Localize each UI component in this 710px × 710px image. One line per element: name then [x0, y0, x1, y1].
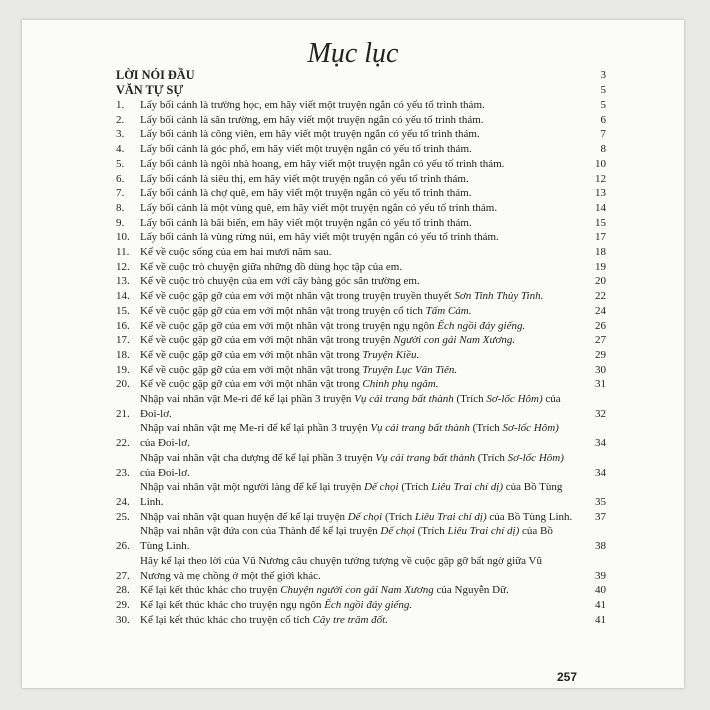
entry-work-title: Dế chọi: [347, 510, 383, 523]
entry-work-title: Người con gái Nam Xương.: [393, 334, 516, 347]
entry-text: Kể về cuộc gặp gỡ của em với một nhân vật trong truyện: [140, 334, 391, 347]
entry-title: [140, 172, 582, 187]
entry-title: [140, 480, 582, 509]
entry-page: 27: [595, 334, 606, 347]
entry-work-title: Sơn Tinh Thủy Tinh.: [454, 290, 544, 303]
entry-text: Lấy bối cảnh là siêu thị, em hãy viết một truyện ngắn có yếu tố trinh thám.: [140, 172, 469, 185]
entry-number: 19.: [116, 363, 130, 376]
toc-entry: [116, 524, 606, 553]
toc-entry: [116, 274, 606, 289]
entry-number: 22.: [116, 437, 130, 450]
toc-entry: [116, 98, 606, 113]
entry-text: của Bồ Tùng Linh.: [140, 525, 553, 553]
entry-text: Kể về cuộc gặp gỡ của em với một nhân vật trong: [140, 378, 360, 391]
toc-entry: [116, 377, 606, 392]
entry-number: 8.: [116, 201, 125, 214]
entry-text: Kể về cuộc gặp gỡ của em với một nhân vật trong: [140, 348, 360, 361]
entry-page: 18: [595, 246, 606, 259]
entry-title: [140, 260, 582, 275]
entry-text: Nhập vai nhân vật Me-ri để kể lại phần 3 truyện: [140, 393, 352, 406]
entry-text: (Trích: [472, 422, 500, 435]
entry-text: Lấy bối cảnh là công viên, em hãy viết một truyện ngắn có yếu tố trinh thám.: [140, 128, 480, 141]
entry-title: [140, 333, 582, 348]
page-title: Mục lục: [307, 38, 399, 69]
entry-page: 34: [595, 437, 606, 450]
entry-text: (Trích: [401, 481, 429, 494]
entry-title: [140, 245, 582, 260]
entry-number: 17.: [116, 334, 130, 347]
entry-title: [140, 304, 582, 319]
entry-work-title: Truyện Kiều.: [362, 348, 420, 361]
entry-title: [140, 274, 582, 289]
entry-text: Nhập vai nhân vật cha dượng để kể lại phần 3 truyện: [140, 451, 373, 464]
entry-text: (Trích: [477, 451, 505, 464]
entry-page: 41: [595, 598, 606, 611]
entry-text: Nhập vai nhân vật quan huyện để kể lại truyện: [140, 510, 345, 523]
toc-entry: [116, 245, 606, 260]
section-page: 3: [600, 69, 606, 81]
entry-text: Lấy bối cảnh là ngôi nhà hoang, em hãy viết một truyện ngắn có yếu tố trinh thám.: [140, 157, 505, 170]
entry-title: [140, 451, 582, 480]
entry-page: 20: [595, 275, 606, 288]
entry-work-title: Chuyện người con gái Nam Xương: [280, 584, 434, 597]
entry-text: Lấy bối cảnh là vùng rừng núi, em hãy viết một truyện ngắn có yếu tố trinh thám.: [140, 231, 499, 244]
entry-title: [140, 230, 582, 245]
entry-text: Lấy bối cảnh là bãi biển, em hãy viết một truyện ngắn có yếu tố trinh thám.: [140, 216, 472, 229]
entry-work-title: Ếch ngồi đáy giếng.: [324, 598, 413, 611]
toc-entry: [116, 142, 606, 157]
entry-number: 15.: [116, 304, 130, 317]
entry-number: 24.: [116, 495, 130, 508]
entry-number: 21.: [116, 407, 130, 420]
entry-work-title: Vụ cải trang bất thành: [370, 422, 470, 435]
entry-page: 35: [595, 495, 606, 508]
entry-number: 18.: [116, 348, 130, 361]
entry-number: 3.: [116, 128, 125, 141]
toc-section-narrative: [116, 83, 606, 98]
entry-page: 29: [595, 348, 606, 361]
entry-text: Lấy bối cảnh là góc phố, em hãy viết một truyện ngắn có yếu tố trinh thám.: [140, 143, 472, 156]
entry-title: [140, 598, 582, 613]
entry-title: [140, 98, 582, 113]
entry-work-title: Cây tre trăm đốt.: [312, 613, 388, 626]
entry-title: [140, 392, 582, 421]
toc-entry: [116, 304, 606, 319]
entry-text: của Nguyễn Dữ.: [436, 584, 509, 597]
toc-entry: [116, 201, 606, 216]
entry-page: 15: [595, 216, 606, 229]
toc-entry: [116, 510, 606, 525]
entry-title: [140, 201, 582, 216]
toc-entry: [116, 348, 606, 363]
entry-page: 14: [595, 201, 606, 214]
entry-text: Kể lại kết thúc khác cho truyện cổ tích: [140, 613, 310, 626]
entry-title: [140, 583, 582, 598]
entry-text: Kể về cuộc gặp gỡ của em với một nhân vật trong truyện cổ tích: [140, 304, 423, 317]
entry-title: [140, 142, 582, 157]
entry-text: Kể lại kết thúc khác cho truyện ngụ ngôn: [140, 598, 322, 611]
entry-text: Hãy kể lại theo lời của Vũ Nương câu chuyện tưởng tượng về cuộc gặp gỡ bất ngờ giữa Vũ Nương và mẹ chồng ở một thế giới khác.: [140, 554, 542, 582]
entry-number: 6.: [116, 172, 125, 185]
entry-text: Kể về cuộc trò chuyện giữa những đồ dùng học tập của em.: [140, 260, 403, 273]
entry-number: 25.: [116, 510, 130, 523]
entry-title: [140, 363, 582, 378]
toc-entry: [116, 260, 606, 275]
section-label: LỜI NÓI ĐẦU: [116, 68, 195, 82]
entry-page: 17: [595, 231, 606, 244]
entry-page: 12: [595, 172, 606, 185]
entry-page: 5: [600, 99, 606, 111]
entry-number: 4.: [116, 143, 125, 156]
entry-page: 39: [595, 569, 606, 582]
toc-entry: [116, 598, 606, 613]
entry-number: 28.: [116, 584, 130, 597]
entry-title: [140, 127, 582, 142]
entry-page: 30: [595, 363, 606, 376]
entry-text: Kể về cuộc gặp gỡ của em với một nhân vật trong truyện truyền thuyết: [140, 290, 452, 303]
entry-number: 26.: [116, 540, 130, 553]
entry-title: [140, 377, 582, 392]
entry-number: 1.: [116, 99, 125, 111]
entry-text: Lấy bối cảnh là sân trường, em hãy viết một truyện ngắn có yếu tố trinh thám.: [140, 113, 484, 126]
entry-work-title: Dế chọi: [364, 481, 399, 494]
entry-title: [140, 421, 582, 450]
entry-number: 30.: [116, 613, 130, 626]
entry-page: 22: [595, 290, 606, 303]
entry-page: 37: [595, 510, 606, 523]
entry-text: của Đoi-lơ.: [140, 437, 190, 450]
entry-text: Kể về cuộc sống của em hai mươi năm sau.: [140, 246, 332, 259]
toc-entry: [116, 583, 606, 598]
table-of-contents: [116, 68, 606, 627]
entry-number: 7.: [116, 187, 125, 200]
entry-number: 11.: [116, 246, 130, 259]
section-page: 5: [600, 84, 606, 96]
toc-entry: [116, 333, 606, 348]
entry-number: 29.: [116, 598, 130, 611]
entry-work-title: Sơ-lốc Hôm): [507, 451, 564, 464]
entry-work-title: Truyện Lục Vân Tiên.: [362, 363, 458, 376]
entry-title: [140, 157, 582, 172]
toc-entry: [116, 186, 606, 201]
entry-text: Nhập vai nhân vật một người làng để kể lại truyện: [140, 481, 362, 494]
entry-text: (Trích: [384, 510, 413, 523]
entry-number: 10.: [116, 231, 130, 244]
entry-text: Nhập vai nhân vật mẹ Me-ri để kể lại phần 3 truyện: [140, 422, 368, 435]
toc-entry: [116, 319, 606, 334]
entry-work-title: Vụ cải trang bất thành: [375, 451, 475, 464]
entry-text: Kể về cuộc trò chuyện của em với cây bàng góc sân trường em.: [140, 275, 420, 288]
entry-text: của Bồ Tùng Linh.: [489, 510, 573, 523]
entry-work-title: Chinh phụ ngâm.: [362, 378, 439, 391]
toc-entry: [116, 113, 606, 128]
entry-work-title: Liêu Trai chí dị): [414, 510, 487, 523]
entry-page: 10: [595, 157, 606, 170]
entry-page: 24: [595, 304, 606, 317]
toc-section-preface: [116, 68, 606, 83]
entry-title: [140, 319, 582, 334]
toc-entries: [116, 98, 606, 627]
entry-number: 9.: [116, 216, 125, 229]
entry-text: của Bồ Tùng Linh.: [140, 481, 563, 508]
entry-page: 6: [600, 113, 606, 126]
toc-entry: [116, 127, 606, 142]
entry-number: 14.: [116, 290, 130, 303]
entry-number: 2.: [116, 113, 125, 126]
entry-title: [140, 289, 582, 304]
entry-work-title: Liêu Trai chí dị): [431, 481, 504, 494]
toc-entry: [116, 363, 606, 378]
entry-number: 13.: [116, 275, 130, 288]
entry-work-title: Dế chọi: [380, 525, 415, 538]
toc-entry: [116, 480, 606, 509]
entry-number: 20.: [116, 378, 130, 391]
toc-entry: [116, 230, 606, 245]
entry-title: [140, 216, 582, 231]
entry-page: 26: [595, 319, 606, 332]
toc-entry: [116, 613, 606, 628]
toc-entry: [116, 554, 606, 583]
entry-number: 5.: [116, 157, 125, 170]
entry-text: Kể lại kết thúc khác cho truyện: [140, 584, 278, 597]
toc-entry: [116, 172, 606, 187]
entry-work-title: Tấm Cám.: [425, 304, 472, 317]
entry-title: [140, 554, 582, 583]
toc-entry: [116, 392, 606, 421]
entry-number: 12.: [116, 260, 130, 273]
entry-page: 19: [595, 260, 606, 273]
entry-text: Lấy bối cảnh là chợ quê, em hãy viết một truyện ngắn có yếu tố trinh thám.: [140, 187, 472, 200]
entry-text: của Đoi-lơ.: [140, 393, 561, 420]
entry-page: 32: [595, 407, 606, 420]
entry-title: [140, 186, 582, 201]
entry-text: của Đoi-lơ.: [140, 466, 190, 479]
entry-work-title: Ếch ngồi đáy giếng.: [437, 319, 526, 332]
entry-work-title: Vụ cải trang bất thành: [354, 393, 454, 406]
toc-entry: [116, 421, 606, 450]
entry-work-title: Sơ-lốc Hôm): [486, 393, 543, 406]
entry-title: [140, 613, 582, 628]
entry-work-title: Liêu Trai chí dị): [447, 525, 520, 538]
entry-text: Kể về cuộc gặp gỡ của em với một nhân vật trong truyện ngụ ngôn: [140, 319, 435, 332]
entry-number: 16.: [116, 319, 130, 332]
entry-title: [140, 348, 582, 363]
entry-page: 40: [595, 584, 606, 597]
toc-entry: [116, 289, 606, 304]
entry-text: Kể về cuộc gặp gỡ của em với một nhân vật trong: [140, 363, 360, 376]
entry-title: [140, 524, 582, 553]
entry-page: 8: [600, 143, 606, 156]
entry-text: (Trích: [417, 525, 445, 538]
entry-page: 38: [595, 540, 606, 553]
toc-entry: [116, 157, 606, 172]
entry-page: 7: [600, 128, 606, 141]
entry-work-title: Sơ-lốc Hôm): [502, 422, 559, 435]
entry-title: [140, 510, 582, 525]
book-page: [22, 20, 684, 688]
entry-page: 34: [595, 466, 606, 479]
entry-text: (Trích: [456, 393, 484, 406]
entry-title: [140, 113, 582, 128]
entry-text: Nhập vai nhân vật đứa con của Thành để kể lại truyện: [140, 525, 378, 538]
toc-entry: [116, 216, 606, 231]
section-label: VĂN TỰ SỰ: [116, 83, 184, 97]
entry-number: 27.: [116, 569, 130, 582]
entry-page: 13: [595, 187, 606, 200]
entry-number: 23.: [116, 466, 130, 479]
entry-text: Lấy bối cảnh là một vùng quê, em hãy viết một truyện ngắn có yếu tố trinh thám.: [140, 201, 498, 214]
entry-text: Lấy bối cảnh là trường học, em hãy viết một truyện ngắn có yếu tố trinh thám.: [140, 99, 485, 111]
page-number: 257: [557, 670, 578, 684]
toc-entry: [116, 451, 606, 480]
entry-page: 41: [595, 613, 606, 626]
entry-page: 31: [595, 378, 606, 391]
